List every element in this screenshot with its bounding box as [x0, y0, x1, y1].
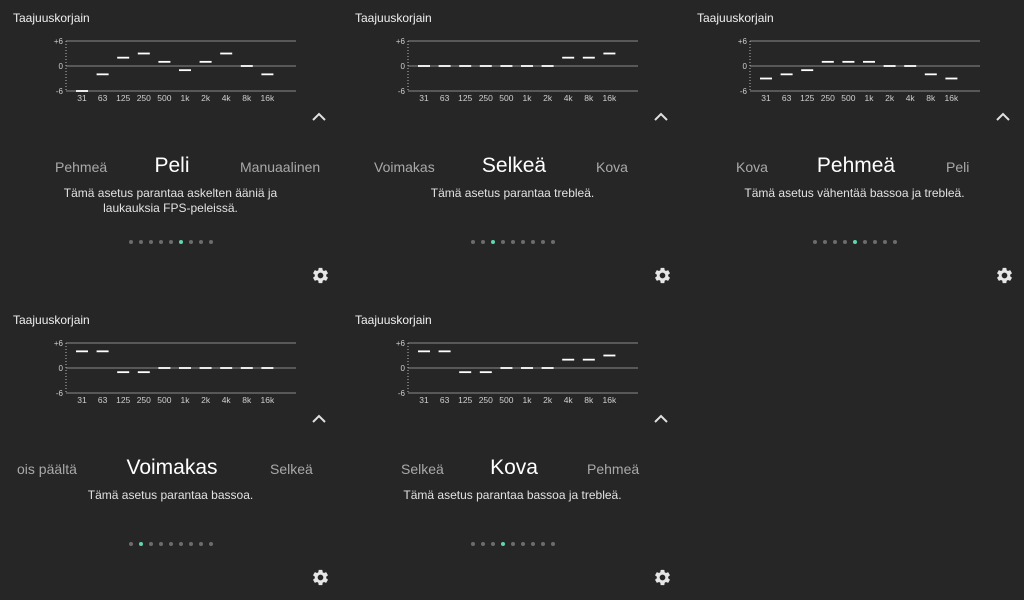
equalizer-panel — [0, 0, 341, 298]
preset-previous[interactable]: ois päältä — [17, 461, 77, 477]
y-tick-label: +6 — [395, 37, 405, 46]
equalizer-panel — [0, 302, 341, 600]
band-level-bar[interactable] — [459, 371, 471, 373]
band-frequency-label: 250 — [136, 395, 151, 405]
band-level-bar[interactable] — [781, 73, 793, 75]
pagination-dot[interactable] — [531, 240, 535, 244]
pagination-dot[interactable] — [883, 240, 887, 244]
band-level-bar[interactable] — [842, 61, 854, 63]
band-frequency-label: 1k — [180, 93, 190, 103]
band-frequency-label: 8k — [242, 395, 252, 405]
band-level-bar[interactable] — [97, 73, 109, 75]
preset-current[interactable]: Pehmeä — [816, 154, 896, 177]
band-level-bar[interactable] — [603, 53, 615, 55]
band-level-bar[interactable] — [480, 371, 492, 373]
band-frequency-label: 16k — [260, 395, 275, 405]
pagination-dot[interactable] — [481, 240, 485, 244]
band-frequency-label: 16k — [944, 93, 959, 103]
settings-button[interactable] — [311, 266, 330, 285]
collapse-button[interactable] — [311, 412, 327, 424]
band-frequency-label: 4k — [221, 395, 231, 405]
band-frequency-label: 63 — [781, 93, 792, 103]
equalizer-graph[interactable] — [684, 0, 1024, 110]
band-frequency-label: 500 — [157, 93, 172, 103]
preset-current[interactable]: Selkeä — [481, 154, 547, 177]
preset-description: Tämä asetus parantaa askelten ääniä ja laukauksia FPS-peleissä. — [63, 186, 278, 215]
settings-button[interactable] — [653, 266, 672, 285]
band-level-bar[interactable] — [925, 73, 937, 75]
band-frequency-label: 4k — [563, 93, 573, 103]
gear-icon — [311, 568, 330, 587]
band-frequency-label: 125 — [116, 395, 131, 405]
pagination-dot[interactable] — [481, 542, 485, 546]
band-level-bar[interactable] — [261, 367, 273, 369]
y-tick-label: +6 — [53, 37, 63, 46]
y-tick-label: 0 — [58, 62, 63, 71]
band-frequency-label: 250 — [478, 395, 493, 405]
band-level-bar[interactable] — [138, 53, 150, 55]
equalizer-graph[interactable] — [342, 0, 683, 110]
y-tick-label: 0 — [400, 364, 405, 373]
band-frequency-label: 63 — [439, 93, 450, 103]
collapse-button[interactable] — [653, 110, 669, 122]
band-frequency-label: 250 — [478, 93, 493, 103]
band-level-bar[interactable] — [904, 65, 916, 67]
band-level-bar[interactable] — [418, 350, 430, 352]
chevron-up-icon — [653, 110, 669, 122]
chevron-up-icon — [653, 412, 669, 424]
pagination-dot[interactable] — [159, 542, 163, 546]
pagination-dot[interactable] — [531, 542, 535, 546]
band-frequency-label: 1k — [522, 395, 532, 405]
band-frequency-label: 125 — [800, 93, 815, 103]
pagination-dot[interactable] — [471, 542, 475, 546]
band-frequency-label: 500 — [499, 93, 514, 103]
pagination-dot[interactable] — [833, 240, 837, 244]
band-level-bar[interactable] — [500, 367, 512, 369]
pagination-dot[interactable] — [511, 542, 515, 546]
pagination-dot[interactable] — [863, 240, 867, 244]
pagination-dot[interactable] — [159, 240, 163, 244]
band-frequency-label: 1k — [180, 395, 190, 405]
band-frequency-label: 2k — [201, 395, 211, 405]
pagination-dot[interactable] — [893, 240, 897, 244]
band-frequency-label: 31 — [77, 395, 87, 405]
band-level-bar[interactable] — [583, 359, 595, 361]
pagination-dot[interactable] — [169, 542, 173, 546]
band-frequency-label: 31 — [419, 395, 429, 405]
chevron-up-icon — [311, 412, 327, 424]
pagination-dot-active[interactable] — [491, 240, 495, 244]
preset-description: Tämä asetus parantaa bassoa. — [87, 488, 254, 502]
band-frequency-label: 16k — [602, 395, 617, 405]
pagination-dot[interactable] — [179, 542, 183, 546]
pagination-dot-active[interactable] — [139, 542, 143, 546]
gear-icon — [311, 266, 330, 285]
band-level-bar[interactable] — [439, 350, 451, 352]
band-frequency-label: 4k — [905, 93, 915, 103]
equalizer-graph[interactable] — [0, 302, 341, 412]
pagination-dot[interactable] — [501, 240, 505, 244]
band-level-bar[interactable] — [97, 350, 109, 352]
pagination-dot[interactable] — [209, 240, 213, 244]
y-tick-label: -6 — [55, 87, 63, 96]
equalizer-title: Taajuuskorjain — [355, 11, 432, 25]
chevron-up-icon — [311, 110, 327, 122]
pagination-dot-active[interactable] — [853, 240, 857, 244]
pagination-dot[interactable] — [189, 240, 193, 244]
band-level-bar[interactable] — [542, 65, 554, 67]
y-tick-label: +6 — [737, 37, 747, 46]
band-level-bar[interactable] — [500, 65, 512, 67]
pagination-dot[interactable] — [491, 542, 495, 546]
pagination-dot[interactable] — [189, 542, 193, 546]
band-frequency-label: 125 — [458, 93, 473, 103]
band-level-bar[interactable] — [179, 367, 191, 369]
pagination-dot[interactable] — [199, 542, 203, 546]
equalizer-panel — [342, 302, 683, 600]
preset-next[interactable]: Pehmeä — [587, 461, 640, 477]
preset-next[interactable]: Selkeä — [270, 461, 313, 477]
pagination-dot[interactable] — [551, 542, 555, 546]
pagination-dot[interactable] — [129, 542, 133, 546]
band-level-bar[interactable] — [521, 65, 533, 67]
y-tick-label: -6 — [397, 389, 405, 398]
pagination-dot[interactable] — [521, 240, 525, 244]
y-tick-label: 0 — [400, 62, 405, 71]
pagination-dot-active[interactable] — [501, 542, 505, 546]
band-level-bar[interactable] — [562, 359, 574, 361]
band-level-bar[interactable] — [76, 350, 88, 352]
band-frequency-label: 125 — [458, 395, 473, 405]
band-frequency-label: 63 — [97, 93, 108, 103]
band-level-bar[interactable] — [76, 90, 88, 92]
band-level-bar[interactable] — [603, 355, 615, 357]
gear-icon — [653, 568, 672, 587]
pagination-dot[interactable] — [823, 240, 827, 244]
pagination-dot[interactable] — [551, 240, 555, 244]
preset-previous[interactable]: Voimakas — [374, 159, 435, 175]
band-frequency-label: 31 — [761, 93, 771, 103]
preset-pagination — [0, 240, 341, 244]
settings-button[interactable] — [311, 568, 330, 587]
preset-pagination — [342, 542, 683, 546]
band-frequency-label: 8k — [584, 93, 594, 103]
equalizer-panel — [342, 0, 683, 298]
pagination-dot[interactable] — [129, 240, 133, 244]
preset-pagination — [684, 240, 1024, 244]
band-level-bar[interactable] — [439, 65, 451, 67]
band-frequency-label: 63 — [439, 395, 450, 405]
preset-pagination — [0, 542, 341, 546]
preset-current[interactable]: Voimakas — [126, 456, 218, 479]
collapse-button[interactable] — [995, 110, 1011, 122]
band-frequency-label: 31 — [419, 93, 429, 103]
band-frequency-label: 2k — [543, 93, 553, 103]
y-tick-label: 0 — [742, 62, 747, 71]
band-frequency-label: 500 — [841, 93, 856, 103]
band-level-bar[interactable] — [562, 57, 574, 59]
band-level-bar[interactable] — [822, 61, 834, 63]
band-level-bar[interactable] — [801, 69, 813, 71]
y-tick-label: -6 — [739, 87, 747, 96]
pagination-dot[interactable] — [541, 240, 545, 244]
band-level-bar[interactable] — [583, 57, 595, 59]
band-level-bar[interactable] — [945, 78, 957, 80]
band-frequency-label: 4k — [221, 93, 231, 103]
chevron-up-icon — [995, 110, 1011, 122]
y-tick-label: +6 — [53, 339, 63, 348]
collapse-button[interactable] — [653, 412, 669, 424]
pagination-dot[interactable] — [139, 240, 143, 244]
band-level-bar[interactable] — [884, 65, 896, 67]
settings-button[interactable] — [995, 266, 1014, 285]
band-level-bar[interactable] — [158, 61, 170, 63]
equalizer-title: Taajuuskorjain — [355, 313, 432, 327]
band-frequency-label: 500 — [157, 395, 172, 405]
pagination-dot[interactable] — [511, 240, 515, 244]
band-frequency-label: 16k — [260, 93, 275, 103]
band-frequency-label: 4k — [563, 395, 573, 405]
band-level-bar[interactable] — [200, 367, 212, 369]
pagination-dot-active[interactable] — [179, 240, 183, 244]
band-level-bar[interactable] — [138, 371, 150, 373]
band-frequency-label: 2k — [885, 93, 895, 103]
equalizer-title: Taajuuskorjain — [697, 11, 774, 25]
band-level-bar[interactable] — [863, 61, 875, 63]
preset-description: Tämä asetus vähentää bassoa ja trebleä. — [744, 186, 965, 200]
band-frequency-label: 1k — [864, 93, 874, 103]
band-level-bar[interactable] — [200, 61, 212, 63]
y-tick-label: +6 — [395, 339, 405, 348]
pagination-dot[interactable] — [149, 542, 153, 546]
preset-next[interactable]: Kova — [596, 159, 628, 175]
equalizer-title: Taajuuskorjain — [13, 11, 90, 25]
band-frequency-label: 250 — [136, 93, 151, 103]
band-frequency-label: 500 — [499, 395, 514, 405]
preset-pagination — [342, 240, 683, 244]
pagination-dot[interactable] — [209, 542, 213, 546]
pagination-dot[interactable] — [521, 542, 525, 546]
band-frequency-label: 2k — [201, 93, 211, 103]
preset-current[interactable]: Peli — [154, 154, 190, 177]
band-level-bar[interactable] — [418, 65, 430, 67]
band-frequency-label: 125 — [116, 93, 131, 103]
band-level-bar[interactable] — [241, 367, 253, 369]
pagination-dot[interactable] — [169, 240, 173, 244]
preset-previous[interactable]: Pehmeä — [55, 159, 108, 175]
pagination-dot[interactable] — [813, 240, 817, 244]
pagination-dot[interactable] — [843, 240, 847, 244]
band-frequency-label: 16k — [602, 93, 617, 103]
band-frequency-label: 8k — [242, 93, 252, 103]
band-level-bar[interactable] — [179, 69, 191, 71]
band-level-bar[interactable] — [480, 65, 492, 67]
band-frequency-label: 31 — [77, 93, 87, 103]
preset-description: Tämä asetus parantaa trebleä. — [430, 186, 595, 200]
collapse-button[interactable] — [311, 110, 327, 122]
band-level-bar[interactable] — [542, 367, 554, 369]
band-level-bar[interactable] — [117, 57, 129, 59]
gear-icon — [995, 266, 1014, 285]
preset-current[interactable]: Kova — [490, 456, 538, 479]
equalizer-title: Taajuuskorjain — [13, 313, 90, 327]
band-frequency-label: 1k — [522, 93, 532, 103]
pagination-dot[interactable] — [873, 240, 877, 244]
band-level-bar[interactable] — [521, 367, 533, 369]
preset-previous[interactable]: Kova — [736, 159, 768, 175]
pagination-dot[interactable] — [471, 240, 475, 244]
equalizer-graph[interactable] — [342, 302, 683, 412]
pagination-dot[interactable] — [149, 240, 153, 244]
band-level-bar[interactable] — [261, 73, 273, 75]
gear-icon — [653, 266, 672, 285]
y-tick-label: 0 — [58, 364, 63, 373]
equalizer-graph[interactable] — [0, 0, 341, 110]
band-level-bar[interactable] — [459, 65, 471, 67]
band-frequency-label: 2k — [543, 395, 553, 405]
band-frequency-label: 8k — [584, 395, 594, 405]
band-frequency-label: 250 — [820, 93, 835, 103]
band-level-bar[interactable] — [760, 78, 772, 80]
settings-button[interactable] — [653, 568, 672, 587]
band-level-bar[interactable] — [220, 53, 232, 55]
band-level-bar[interactable] — [241, 65, 253, 67]
band-level-bar[interactable] — [220, 367, 232, 369]
band-level-bar[interactable] — [117, 371, 129, 373]
preset-description: Tämä asetus parantaa bassoa ja trebleä. — [403, 488, 622, 502]
band-level-bar[interactable] — [158, 367, 170, 369]
equalizer-panel — [684, 0, 1024, 298]
pagination-dot[interactable] — [199, 240, 203, 244]
pagination-dot[interactable] — [541, 542, 545, 546]
y-tick-label: -6 — [397, 87, 405, 96]
preset-next[interactable]: Peli — [946, 159, 970, 175]
y-tick-label: -6 — [55, 389, 63, 398]
preset-previous[interactable]: Selkeä — [401, 461, 444, 477]
preset-next[interactable]: Manuaalinen — [240, 159, 321, 175]
band-frequency-label: 8k — [926, 93, 936, 103]
band-frequency-label: 63 — [97, 395, 108, 405]
